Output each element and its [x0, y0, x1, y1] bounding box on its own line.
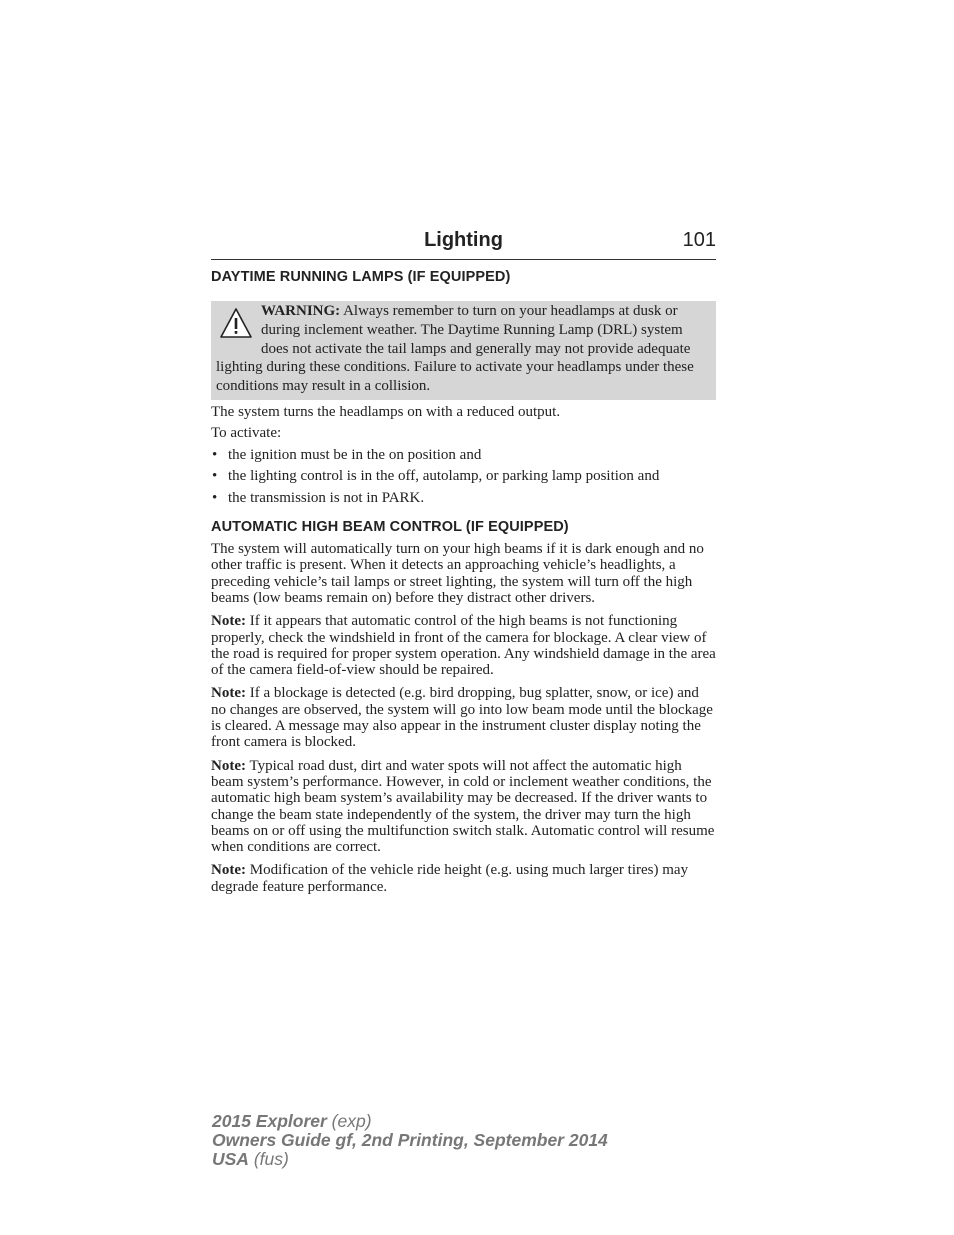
- footer-model: 2015 Explorer: [212, 1111, 327, 1131]
- page-number: 101: [682, 229, 716, 251]
- drl-to-activate: To activate:: [211, 425, 282, 442]
- footer-guide-line: [212, 1131, 608, 1150]
- drl-heading: DAYTIME RUNNING LAMPS (IF EQUIPPED): [211, 269, 511, 285]
- note-paragraph: [211, 862, 716, 895]
- note-label: Note:: [211, 757, 246, 774]
- list-item: • the ignition must be in the on position and: [211, 448, 716, 464]
- list-item: • the lighting control is in the off, autolamp, or parking lamp position and: [211, 469, 716, 485]
- note-paragraph: [211, 685, 716, 750]
- manual-page: [211, 229, 716, 895]
- warning-label: WARNING:: [261, 303, 341, 319]
- note-text: If a blockage is detected (e.g. bird dropping, bug splatter, snow, or ice) and no changes are observed, the system will go into low beam mode until the blockage is cleared. A message may also appear in the instrument cluster display noting the front camera is blocked.: [211, 685, 713, 751]
- note-text: Typical road dust, dirt and water spots will not affect the automatic high beam system’s performance. However, in cold or inclement weather conditions, the automatic high beam system’s availability may be decreased. If the driver wants to change the beam state independently of the system, the driver may turn the high beams on or off using the multifunction switch stalk. Automatic control will resume when conditions are correct.: [211, 757, 715, 856]
- page-header: [211, 229, 716, 260]
- warning-box: [211, 301, 716, 400]
- warning-text: Always remember to turn on your headlamps at dusk or during inclement weather. The Daytime Running Lamp (DRL) system does not activate the tail lamps and generally may not provide adequate lighting during these conditions. Failure to activate your headlamps under these conditions may result in a collision.: [216, 303, 694, 395]
- footer-model-line: [212, 1112, 608, 1131]
- note-text: If it appears that automatic control of the high beams is not functioning properly, check the windshield in front of the camera for blockage. A clear view of the road is required for proper system operation. Any windshield damage in the area of the camera field-of-view should be repaired.: [211, 613, 716, 679]
- note-paragraph: [211, 613, 716, 678]
- footer-model-code: (exp): [326, 1111, 372, 1131]
- page-footer: [212, 1112, 608, 1169]
- note-text: Modification of the vehicle ride height (e.g. using much larger tires) may degrade feature performance.: [211, 862, 689, 895]
- section-title: Lighting: [424, 229, 503, 251]
- activation-list: [211, 448, 716, 507]
- footer-guide: Owners Guide gf, 2nd Printing, September 2014: [212, 1130, 608, 1150]
- note-label: Note:: [211, 613, 246, 630]
- drl-intro: The system turns the headlamps on with a reduced output.: [211, 403, 561, 420]
- list-item: • the transmission is not in PARK.: [211, 491, 716, 507]
- note-label: Note:: [211, 685, 246, 702]
- ahb-heading: AUTOMATIC HIGH BEAM CONTROL (IF EQUIPPED): [211, 519, 569, 536]
- warning-triangle-icon: [219, 306, 253, 340]
- ahb-intro: The system will automatically turn on your high beams if it is dark enough and no other traffic is present. When it detects an approaching vehicle’s headlights, a preceding vehicle’s tail lamps or street lighting, the system will turn off the high beams (low beams remain on) before they distract other drivers.: [211, 541, 704, 606]
- footer-market-line: [212, 1150, 608, 1169]
- note-label: Note:: [211, 862, 246, 879]
- note-paragraph: [211, 758, 716, 856]
- footer-market: USA: [212, 1149, 249, 1169]
- footer-market-code: (fus): [248, 1149, 289, 1169]
